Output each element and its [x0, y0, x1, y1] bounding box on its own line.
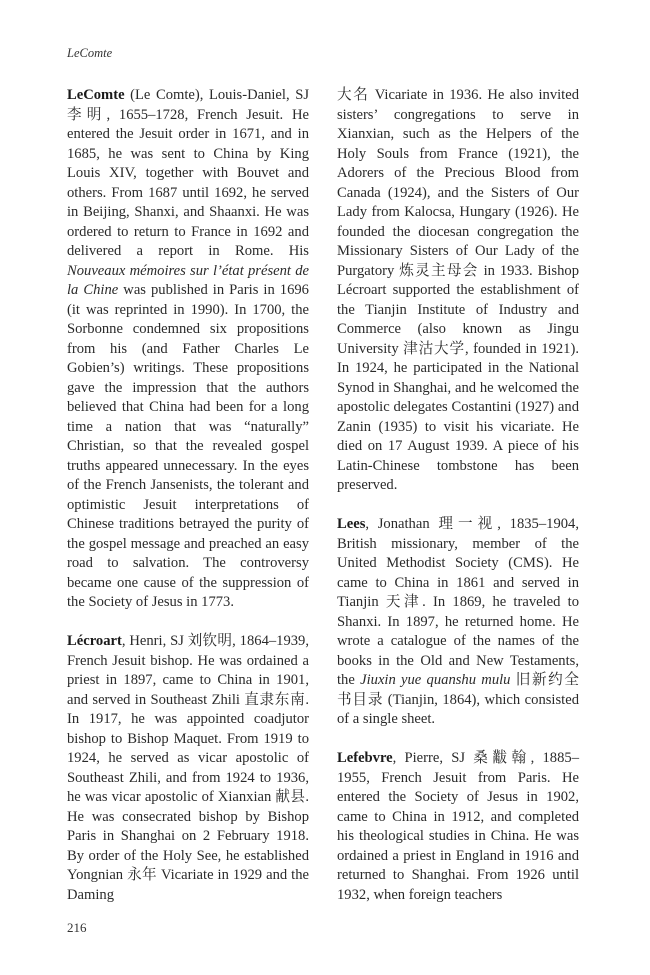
right-column	[337, 86, 579, 925]
entry-text: was published in Paris in 1696 (it was reprinted in 1990). In 1700, the Sorbonne condemned six propositions from his (and Father Charles Le Gobien’s) writings. These propositions gave the impression that the authors believed that China had been for a long time a nation that was “naturally” Christian, so that the revealed gospel truths appeared unnecessary. In the eyes of the French Jansenists, the tolerant and optimistic Jesuit interpretations of Chinese traditions betrayed the purity of the gospel message and preached an easy road to salvation. The controversy became one cause of the suppression of the Society of Jesus in 1773.	[67, 282, 309, 610]
entry-headword: LeComte	[67, 87, 125, 103]
entry-text: , Jonathan 理一视, 1835–1904, British missionary, member of the United Methodist Society (CMS). He came to China in 1861 and served in Tianjin 天津. In 1869, he traveled to Shanxi. In 1897, he returned home. He wrote a catalogue of the names of the books in the Old and New Testaments, the	[337, 516, 579, 688]
entry-text: 旧新约全书目录 (Tianjin, 1864), which consisted of a single sheet.	[337, 672, 579, 727]
running-head: LeComte	[67, 46, 113, 60]
entry-text: , Pierre, SJ 桑黻翰, 1885–1955, French Jesuit from Paris. He entered the Society of Jesus in 1902, came to China in 1912, and completed his theological studies in China. He was ordained a priest in England in 1916 and returned to Shanghai. From 1926 until 1932, when foreign teachers	[337, 750, 579, 903]
entry-headword: Lécroart	[67, 633, 122, 649]
page-number: 216	[67, 920, 87, 935]
entry-lefebvre	[337, 749, 579, 905]
entry-lees	[337, 515, 579, 730]
italic-title: Nouveaux mémoires sur l’état présent de la Chine	[67, 262, 309, 298]
entry-text: 大名 Vicariate in 1936. He also invited sisters’ congregations to serve in Xianxian, such as the Helpers of the Holy Souls from France (1921), the Adorers of the Precious Blood from Canada (1924), and the Sisters of Our Lady from Kalocsa, Hungary (1926). He founded the diocesan congregation the Missionary Sisters of Our Lady of the Purgatory 炼灵主母会 in 1933. Bishop Lécroart supported the establishment of the Tianjin Institute of Industry and Commerce (also known as Jingu University 津沽大学, founded in 1921). In 1924, he participated in the National Synod in Shanghai, and he welcomed the apostolic delegates Costantini (1927) and Zanin (1935) to visit his vicariate. He died on 17 August 1939. A piece of his Latin-Chinese tombstone has been preserved.	[337, 87, 579, 493]
entry-lecroart-continued	[337, 86, 579, 496]
entry-text: (Le Comte), Louis-Daniel, SJ 李明, 1655–1728, French Jesuit. He entered the Jesuit order in 1671, and in 1685, he was sent to China by King Louis XIV, together with Bouvet and others. From 1687 until 1692, he served in Beijing, Shanxi, and Shaanxi. He was ordered to return to France in 1692 and delivered a report in Rome. His	[67, 87, 309, 259]
entry-lecroart	[67, 632, 309, 905]
entry-text: , Henri, SJ 刘钦明, 1864–1939, French Jesuit bishop. He was ordained a priest in 1897, came to China in 1901, and served in Southeast Zhili 直隶东南. In 1917, he was appointed coadjutor bishop to Bishop Maquet. From 1919 to 1924, he served as vicar apostolic of Southeast Zhili, and from 1924 to 1936, he was vicar apostolic of Xianxian 献县. He was consecrated bishop by Bishop Paris in Shanghai on 2 February 1918. By order of the Holy See, he established Yongnian 永年 Vicariate in 1929 and the Daming	[67, 633, 309, 903]
left-column	[67, 86, 309, 925]
italic-title: Jiuxin yue quanshu mulu	[360, 672, 511, 688]
entry-lecomte	[67, 86, 309, 613]
entry-headword: Lefebvre	[337, 750, 393, 766]
entry-headword: Lees	[337, 516, 366, 532]
